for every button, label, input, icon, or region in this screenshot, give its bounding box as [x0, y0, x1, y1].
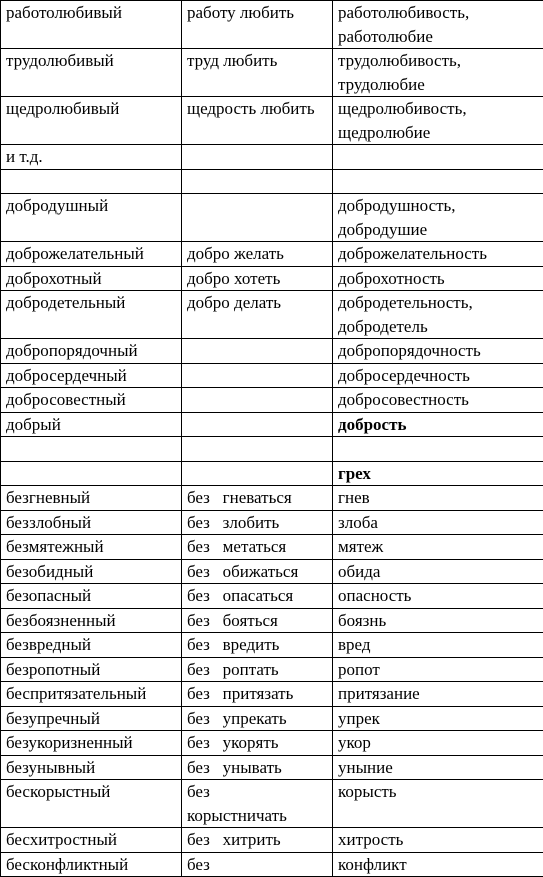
phrase-cell — [182, 412, 333, 437]
table-row — [1, 169, 543, 194]
adjective-cell: безропотный — [1, 657, 182, 682]
table-row — [1, 363, 543, 388]
noun-cell: работолюбивость, работолюбие — [333, 1, 543, 49]
table-row — [1, 97, 543, 145]
adjective-cell: беззлобный — [1, 510, 182, 535]
adjective-cell: добрый — [1, 412, 182, 437]
adjective-cell: бесконфликтный — [1, 852, 182, 877]
noun-cell: добрость — [333, 412, 543, 437]
phrase-cell — [182, 461, 333, 486]
noun-cell: добропорядочность — [333, 339, 543, 364]
phrase-cell: добро желать — [182, 242, 333, 267]
table-row — [1, 755, 543, 780]
noun-cell: боязнь — [333, 608, 543, 633]
noun-cell: хитрость — [333, 828, 543, 853]
phrase-cell: без опасаться — [182, 584, 333, 609]
noun-cell: притязание — [333, 682, 543, 707]
phrase-cell: без упрекать — [182, 706, 333, 731]
phrase-cell: добро хотеть — [182, 266, 333, 291]
table-row — [1, 49, 543, 97]
noun-cell: опасность — [333, 584, 543, 609]
phrase-cell — [182, 437, 333, 462]
phrase-cell — [182, 145, 333, 170]
table-row — [1, 291, 543, 339]
adjective-cell: безукоризненный — [1, 731, 182, 756]
noun-cell: ропот — [333, 657, 543, 682]
table-row — [1, 242, 543, 267]
adjective-cell — [1, 169, 182, 194]
noun-cell — [333, 437, 543, 462]
table-row — [1, 1, 543, 49]
noun-cell: уныние — [333, 755, 543, 780]
phrase-cell — [182, 169, 333, 194]
adjective-cell: трудолюбивый — [1, 49, 182, 97]
adjective-cell: безвредный — [1, 633, 182, 658]
table-row — [1, 486, 543, 511]
phrase-cell: без хитрить — [182, 828, 333, 853]
table-row — [1, 584, 543, 609]
noun-cell: конфликт — [333, 852, 543, 877]
adjective-cell — [1, 461, 182, 486]
table-row — [1, 437, 543, 462]
phrase-cell: без злобить — [182, 510, 333, 535]
table-row — [1, 706, 543, 731]
noun-cell: добросовестность — [333, 388, 543, 413]
adjective-cell: щедролюбивый — [1, 97, 182, 145]
table-row — [1, 682, 543, 707]
table-row — [1, 266, 543, 291]
phrase-cell — [182, 194, 333, 242]
noun-cell: доброхотность — [333, 266, 543, 291]
phrase-cell: щедрость любить — [182, 97, 333, 145]
phrase-cell: без унывать — [182, 755, 333, 780]
adjective-cell: работолюбивый — [1, 1, 182, 49]
table-row — [1, 145, 543, 170]
adjective-cell: безгневный — [1, 486, 182, 511]
noun-cell: корысть — [333, 780, 543, 828]
noun-cell: добродетельность, добродетель — [333, 291, 543, 339]
phrase-cell: без гневаться — [182, 486, 333, 511]
adjective-cell: бесхитростный — [1, 828, 182, 853]
table-row — [1, 852, 543, 877]
section-heading: грех — [333, 461, 543, 486]
table-row — [1, 780, 543, 828]
noun-cell: мятеж — [333, 535, 543, 560]
adjective-cell: бескорыстный — [1, 780, 182, 828]
adjective-cell: безмятежный — [1, 535, 182, 560]
phrase-cell: работу любить — [182, 1, 333, 49]
phrase-cell: без вредить — [182, 633, 333, 658]
phrase-cell: без притязать — [182, 682, 333, 707]
phrase-cell: труд любить — [182, 49, 333, 97]
table-row — [1, 731, 543, 756]
noun-cell: гнев — [333, 486, 543, 511]
adjective-cell: беспритязательный — [1, 682, 182, 707]
table-row — [1, 657, 543, 682]
table-row — [1, 559, 543, 584]
phrase-cell: без укорять — [182, 731, 333, 756]
phrase-cell: без бояться — [182, 608, 333, 633]
table-row — [1, 535, 543, 560]
phrase-cell: добро делать — [182, 291, 333, 339]
noun-cell: доброжелательность — [333, 242, 543, 267]
phrase-cell: без — [182, 852, 333, 877]
table-row — [1, 608, 543, 633]
noun-cell: трудолюбивость, трудолюбие — [333, 49, 543, 97]
noun-cell: злоба — [333, 510, 543, 535]
adjective-cell: безобидный — [1, 559, 182, 584]
noun-cell — [333, 145, 543, 170]
phrase-cell — [182, 363, 333, 388]
table-row — [1, 633, 543, 658]
noun-cell: щедролюбивость, щедролюбие — [333, 97, 543, 145]
phrase-cell — [182, 388, 333, 413]
adjective-cell: доброжелательный — [1, 242, 182, 267]
phrase-cell: без метаться — [182, 535, 333, 560]
adjective-cell: и т.д. — [1, 145, 182, 170]
noun-cell: упрек — [333, 706, 543, 731]
table-row — [1, 339, 543, 364]
phrase-cell: без корыстничать — [182, 780, 333, 828]
adjective-cell: безупречный — [1, 706, 182, 731]
adjective-cell: добродетельный — [1, 291, 182, 339]
adjective-cell: безопасный — [1, 584, 182, 609]
noun-cell: укор — [333, 731, 543, 756]
table-row — [1, 194, 543, 242]
table-row — [1, 461, 543, 486]
table-row — [1, 388, 543, 413]
adjective-cell: безбоязненный — [1, 608, 182, 633]
adjective-cell — [1, 437, 182, 462]
noun-cell: добродушность, добродушие — [333, 194, 543, 242]
table-row — [1, 510, 543, 535]
adjective-cell: добросердечный — [1, 363, 182, 388]
noun-cell — [333, 169, 543, 194]
phrase-cell: без обижаться — [182, 559, 333, 584]
noun-cell: обида — [333, 559, 543, 584]
noun-cell: добросердечность — [333, 363, 543, 388]
table-row — [1, 412, 543, 437]
phrase-cell: без роптать — [182, 657, 333, 682]
phrase-cell — [182, 339, 333, 364]
adjective-cell: добросовестный — [1, 388, 182, 413]
adjective-cell: добропорядочный — [1, 339, 182, 364]
adjective-cell: безунывный — [1, 755, 182, 780]
adjective-cell: доброхотный — [1, 266, 182, 291]
noun-cell: вред — [333, 633, 543, 658]
table-row — [1, 828, 543, 853]
adjective-cell: добродушный — [1, 194, 182, 242]
